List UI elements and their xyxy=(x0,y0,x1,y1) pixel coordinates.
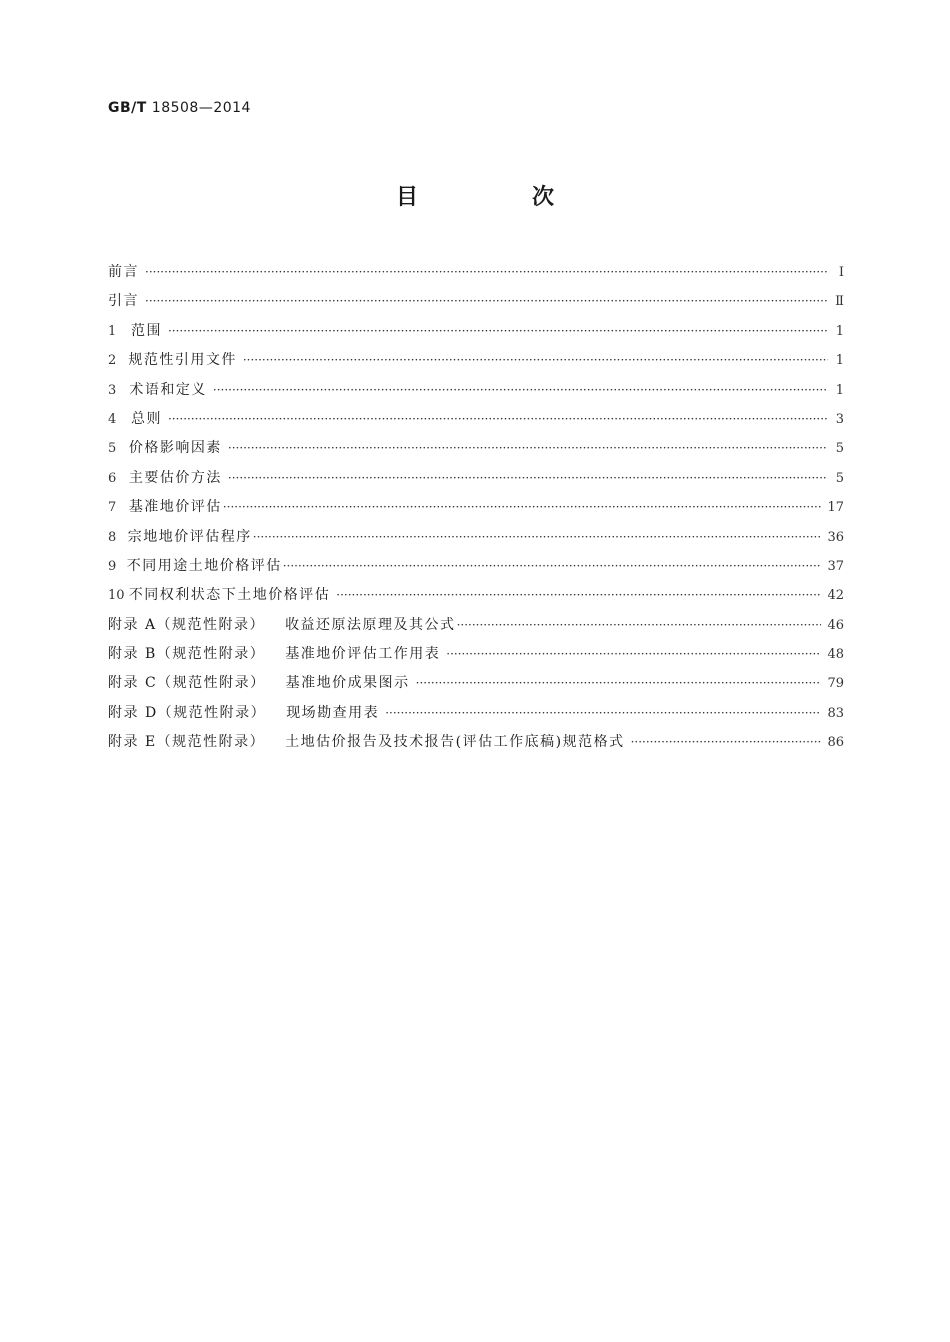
toc-entry-5[interactable] xyxy=(108,434,844,463)
toc-annex-label xyxy=(108,699,379,728)
toc-entry-page: 5 xyxy=(835,470,844,486)
toc-leader-dots xyxy=(385,699,821,728)
toc-leader-dots xyxy=(457,611,822,640)
toc-entry-page: 83 xyxy=(827,705,844,721)
toc-entry-label: 基准地价评估 xyxy=(128,499,222,516)
toc-leader-dots xyxy=(168,317,828,346)
toc-entry-page: 5 xyxy=(835,441,844,457)
toc-leader-dots xyxy=(253,523,822,552)
toc-entry-page: 36 xyxy=(827,529,844,545)
toc-entry-page: 42 xyxy=(827,588,844,604)
toc-annex-designation: 附录 C（规范性附录） xyxy=(108,675,266,692)
toc-entry-label: 不同用途土地价格评估 xyxy=(126,557,282,574)
toc-entry-number: 2 xyxy=(108,353,117,369)
toc-entry-label: 土地估价报告及技术报告(评估工作底稿)规范格式 xyxy=(285,734,625,751)
toc-entry-page: 86 xyxy=(827,735,844,751)
toc-leader-dots xyxy=(145,287,828,316)
toc-annex-designation: 附录 E（规范性附录） xyxy=(108,734,266,751)
toc-entry-label: 主要估价方法 xyxy=(128,469,222,486)
toc-entry-introduction[interactable] xyxy=(108,287,844,316)
toc-entry-number: 7 xyxy=(108,500,117,516)
toc-entry-page: 1 xyxy=(835,353,844,369)
toc-entry-page: 1 xyxy=(835,382,844,398)
toc-entry-annex-b[interactable] xyxy=(108,640,844,669)
standard-number: 18508—2014 xyxy=(151,100,251,116)
toc-annex-label xyxy=(108,640,440,669)
toc-entry-label: 宗地地价评估程序 xyxy=(127,528,252,545)
toc-entry-number: 5 xyxy=(108,441,117,457)
toc-leader-dots xyxy=(243,346,828,375)
toc-leader-dots xyxy=(145,258,828,287)
toc-annex-label xyxy=(108,669,410,698)
toc-entry-label: 规范性引用文件 xyxy=(128,352,237,369)
toc-entry-1[interactable] xyxy=(108,317,844,346)
standard-code xyxy=(108,100,251,116)
toc-entry-label: 范围 xyxy=(130,322,162,339)
toc-entry-label: 不同权利状态下土地价格评估 xyxy=(128,587,331,604)
toc-title: 目 次 xyxy=(395,185,600,210)
toc-entry-annex-c[interactable] xyxy=(108,669,844,698)
toc-entry-10[interactable] xyxy=(108,581,844,610)
toc-entry-annex-e[interactable] xyxy=(108,728,844,757)
toc-leader-dots xyxy=(336,581,821,610)
toc-entry-7[interactable] xyxy=(108,493,844,522)
toc-leader-dots xyxy=(228,464,828,493)
toc-leader-dots xyxy=(446,640,821,669)
toc-entry-page: Ⅱ xyxy=(835,294,844,310)
toc-entry-page: 79 xyxy=(827,676,844,692)
toc-entry-page: 37 xyxy=(827,558,844,574)
toc-entry-label: 总则 xyxy=(130,410,162,427)
toc-annex-designation: 附录 A（规范性附录） xyxy=(108,616,266,633)
standard-prefix: GB/T xyxy=(108,100,147,116)
toc-entry-page: 17 xyxy=(827,500,844,516)
toc-entry-label: 前言 xyxy=(108,264,139,280)
toc-leader-dots xyxy=(213,376,828,405)
toc-entry-3[interactable] xyxy=(108,376,844,405)
toc-leader-dots xyxy=(283,552,822,581)
toc-entry-page: 3 xyxy=(835,411,844,427)
toc-entry-page: 46 xyxy=(827,617,844,633)
toc-leader-dots xyxy=(168,405,828,434)
toc-entry-annex-a[interactable] xyxy=(108,611,844,640)
toc-entry-label: 基准地价评估工作用表 xyxy=(285,646,441,663)
toc-entry-annex-d[interactable] xyxy=(108,699,844,728)
table-of-contents xyxy=(108,258,844,758)
toc-entry-9[interactable] xyxy=(108,552,844,581)
toc-entry-number: 8 xyxy=(108,529,117,545)
toc-annex-label xyxy=(108,611,456,640)
toc-entry-label: 收益还原法原理及其公式 xyxy=(285,616,456,633)
toc-entry-label: 术语和定义 xyxy=(129,381,207,398)
toc-entry-2[interactable] xyxy=(108,346,844,375)
toc-entry-label: 价格影响因素 xyxy=(128,440,222,457)
toc-entry-label: 引言 xyxy=(108,293,139,310)
toc-annex-designation: 附录 D（规范性附录） xyxy=(108,704,267,721)
toc-leader-dots xyxy=(631,728,822,757)
toc-entry-8[interactable] xyxy=(108,523,844,552)
toc-entry-foreword[interactable] xyxy=(108,258,844,287)
toc-leader-dots xyxy=(228,434,828,463)
toc-entry-number: 1 xyxy=(108,323,117,339)
toc-entry-label: 基准地价成果图示 xyxy=(285,675,410,692)
toc-entry-number: 4 xyxy=(108,411,117,427)
toc-entry-6[interactable] xyxy=(108,464,844,493)
toc-entry-page: 1 xyxy=(835,323,844,339)
toc-annex-label xyxy=(108,728,625,757)
toc-leader-dots xyxy=(223,493,822,522)
toc-entry-number: 6 xyxy=(108,470,117,486)
toc-entry-page: Ⅰ xyxy=(838,265,844,280)
toc-entry-label: 现场勘查用表 xyxy=(286,704,380,721)
toc-entry-4[interactable] xyxy=(108,405,844,434)
toc-annex-designation: 附录 B（规范性附录） xyxy=(108,646,266,663)
toc-entry-number: 3 xyxy=(108,382,117,398)
toc-entry-number: 9 xyxy=(108,558,117,574)
toc-leader-dots xyxy=(416,669,822,698)
toc-entry-number: 10 xyxy=(108,588,125,604)
toc-entry-page: 48 xyxy=(827,647,844,663)
